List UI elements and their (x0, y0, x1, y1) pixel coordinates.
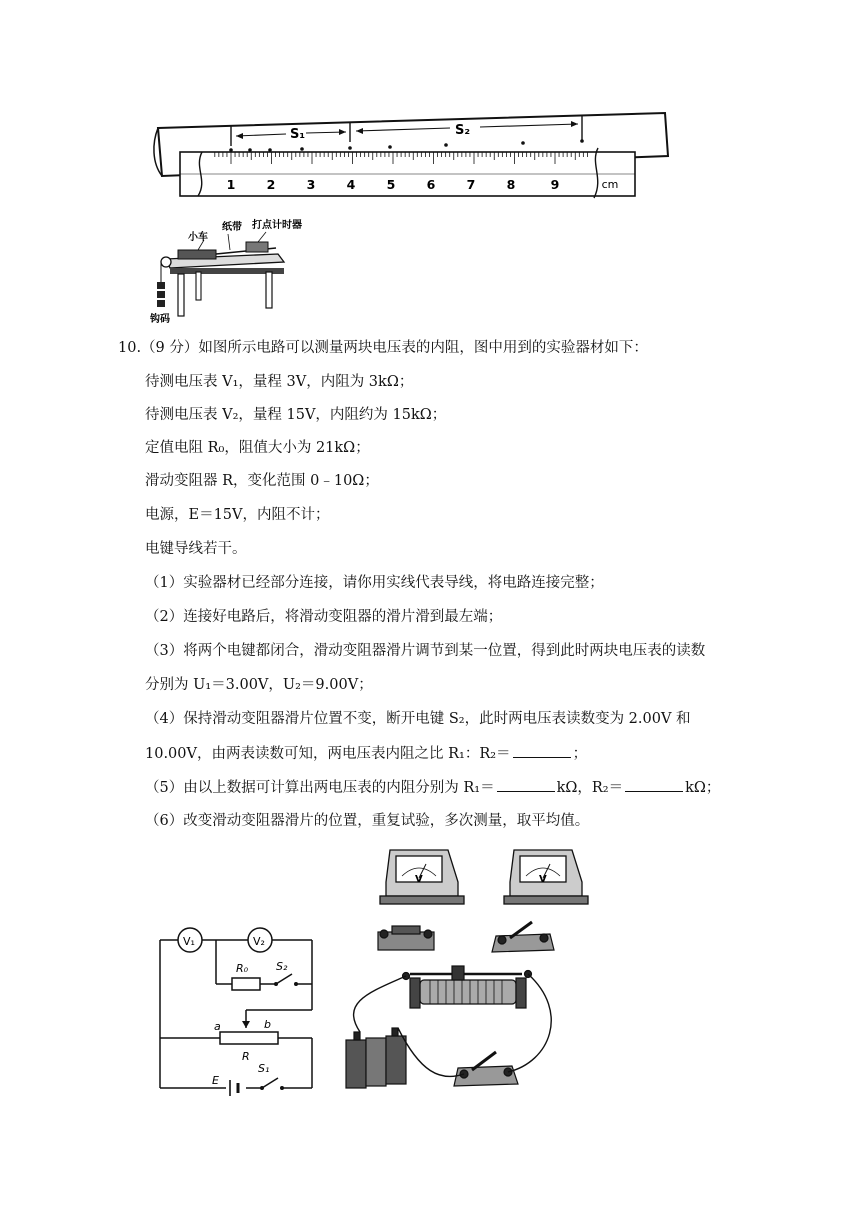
label-cart: 小车 (188, 232, 208, 243)
equipment-item: 待测电压表 V₁，量程 3V，内阻为 3kΩ； (145, 374, 414, 390)
equipment-item: 滑动变阻器 R，变化范围 0﹣10Ω； (145, 473, 379, 489)
step-6: （6）改变滑动变阻器滑片的位置，重复试验，多次测量，取平均值。 (145, 813, 590, 829)
step-4-text: 10.00V，由两表读数可知，两电压表内阻之比 R₁：R₂＝ (145, 746, 511, 762)
segment-label-s2: S₂ (455, 123, 471, 138)
ruler-number: 3 (306, 177, 316, 192)
ticker-tape-ruler-figure (150, 108, 690, 210)
answer-blank-r1 (497, 777, 555, 792)
answer-blank-r2 (625, 777, 683, 792)
ruler-number: 4 (346, 177, 356, 192)
step-3-line-1: （3）将两个电键都闭合，滑动变阻器滑片调节到某一位置，得到此时两块电压表的读数 (145, 643, 706, 659)
equipment-item: 定值电阻 R₀，阻值大小为 21kΩ； (145, 440, 370, 456)
rheostat-r-label: R (242, 1050, 250, 1063)
equipment-item: 待测电压表 V₂，量程 15V，内阻约为 15kΩ； (145, 407, 447, 423)
ruler-number: 8 (506, 177, 516, 192)
voltmeter-1-label: V (415, 874, 423, 885)
step-4-line-1: （4）保持滑动变阻器滑片位置不变，断开电键 S₂，此时两电压表读数变为 2.00V 和 (145, 711, 691, 727)
ruler-number: 9 (550, 177, 560, 192)
label-tape: 纸带 (222, 222, 242, 233)
segment-label-s1: S₁ (290, 127, 306, 142)
ruler-number: 1 (226, 177, 236, 192)
apparatus-figure (340, 842, 600, 1104)
step-5-mid: kΩ，R₂＝ (556, 780, 624, 796)
ruler-unit: cm (601, 178, 619, 191)
meter-v1-label: V₁ (183, 935, 195, 948)
equipment-item: 电源，E＝15V，内阻不计； (145, 507, 330, 523)
step-3-line-2: 分别为 U₁＝3.00V，U₂＝9.00V； (145, 677, 373, 693)
resistor-r0-label: R₀ (236, 962, 249, 975)
terminal-b-label: b (264, 1018, 271, 1031)
label-weight: 钩码 (150, 314, 170, 325)
equipment-item: 电键导线若干。 (145, 541, 247, 557)
switch-s2-label: S₂ (276, 960, 288, 973)
answer-blank-ratio (513, 743, 571, 758)
label-timer: 打点计时器 (252, 220, 302, 231)
terminal-a-label: a (214, 1020, 221, 1033)
question-header: 10.（9 分）如图所示电路可以测量两块电压表的内阻，图中用到的实验器材如下： (118, 340, 648, 356)
step-5-end: kΩ； (685, 780, 721, 796)
battery-e-label: E (212, 1074, 219, 1087)
ruler-number: 6 (426, 177, 436, 192)
step-5-text: （5）由以上数据可计算出两电压表的内阻分别为 R₁＝ (145, 780, 495, 796)
ruler-number: 2 (266, 177, 276, 192)
cart-on-table-figure (148, 214, 308, 326)
step-2: （2）连接好电路后，将滑动变阻器的滑片滑到最左端； (145, 609, 503, 625)
step-1: （1）实验器材已经部分连接，请你用实线代表导线，将电路连接完整； (145, 575, 604, 591)
switch-s1-label: S₁ (258, 1062, 270, 1075)
step-4-line-2 (145, 743, 587, 764)
voltmeter-2-label: V (539, 874, 547, 885)
circuit-diagram (150, 918, 325, 1100)
step-4-end: ； (572, 746, 588, 762)
ruler-number: 5 (386, 177, 396, 192)
meter-v2-label: V₂ (253, 935, 265, 948)
step-5 (145, 777, 720, 798)
ruler-number: 7 (466, 177, 476, 192)
